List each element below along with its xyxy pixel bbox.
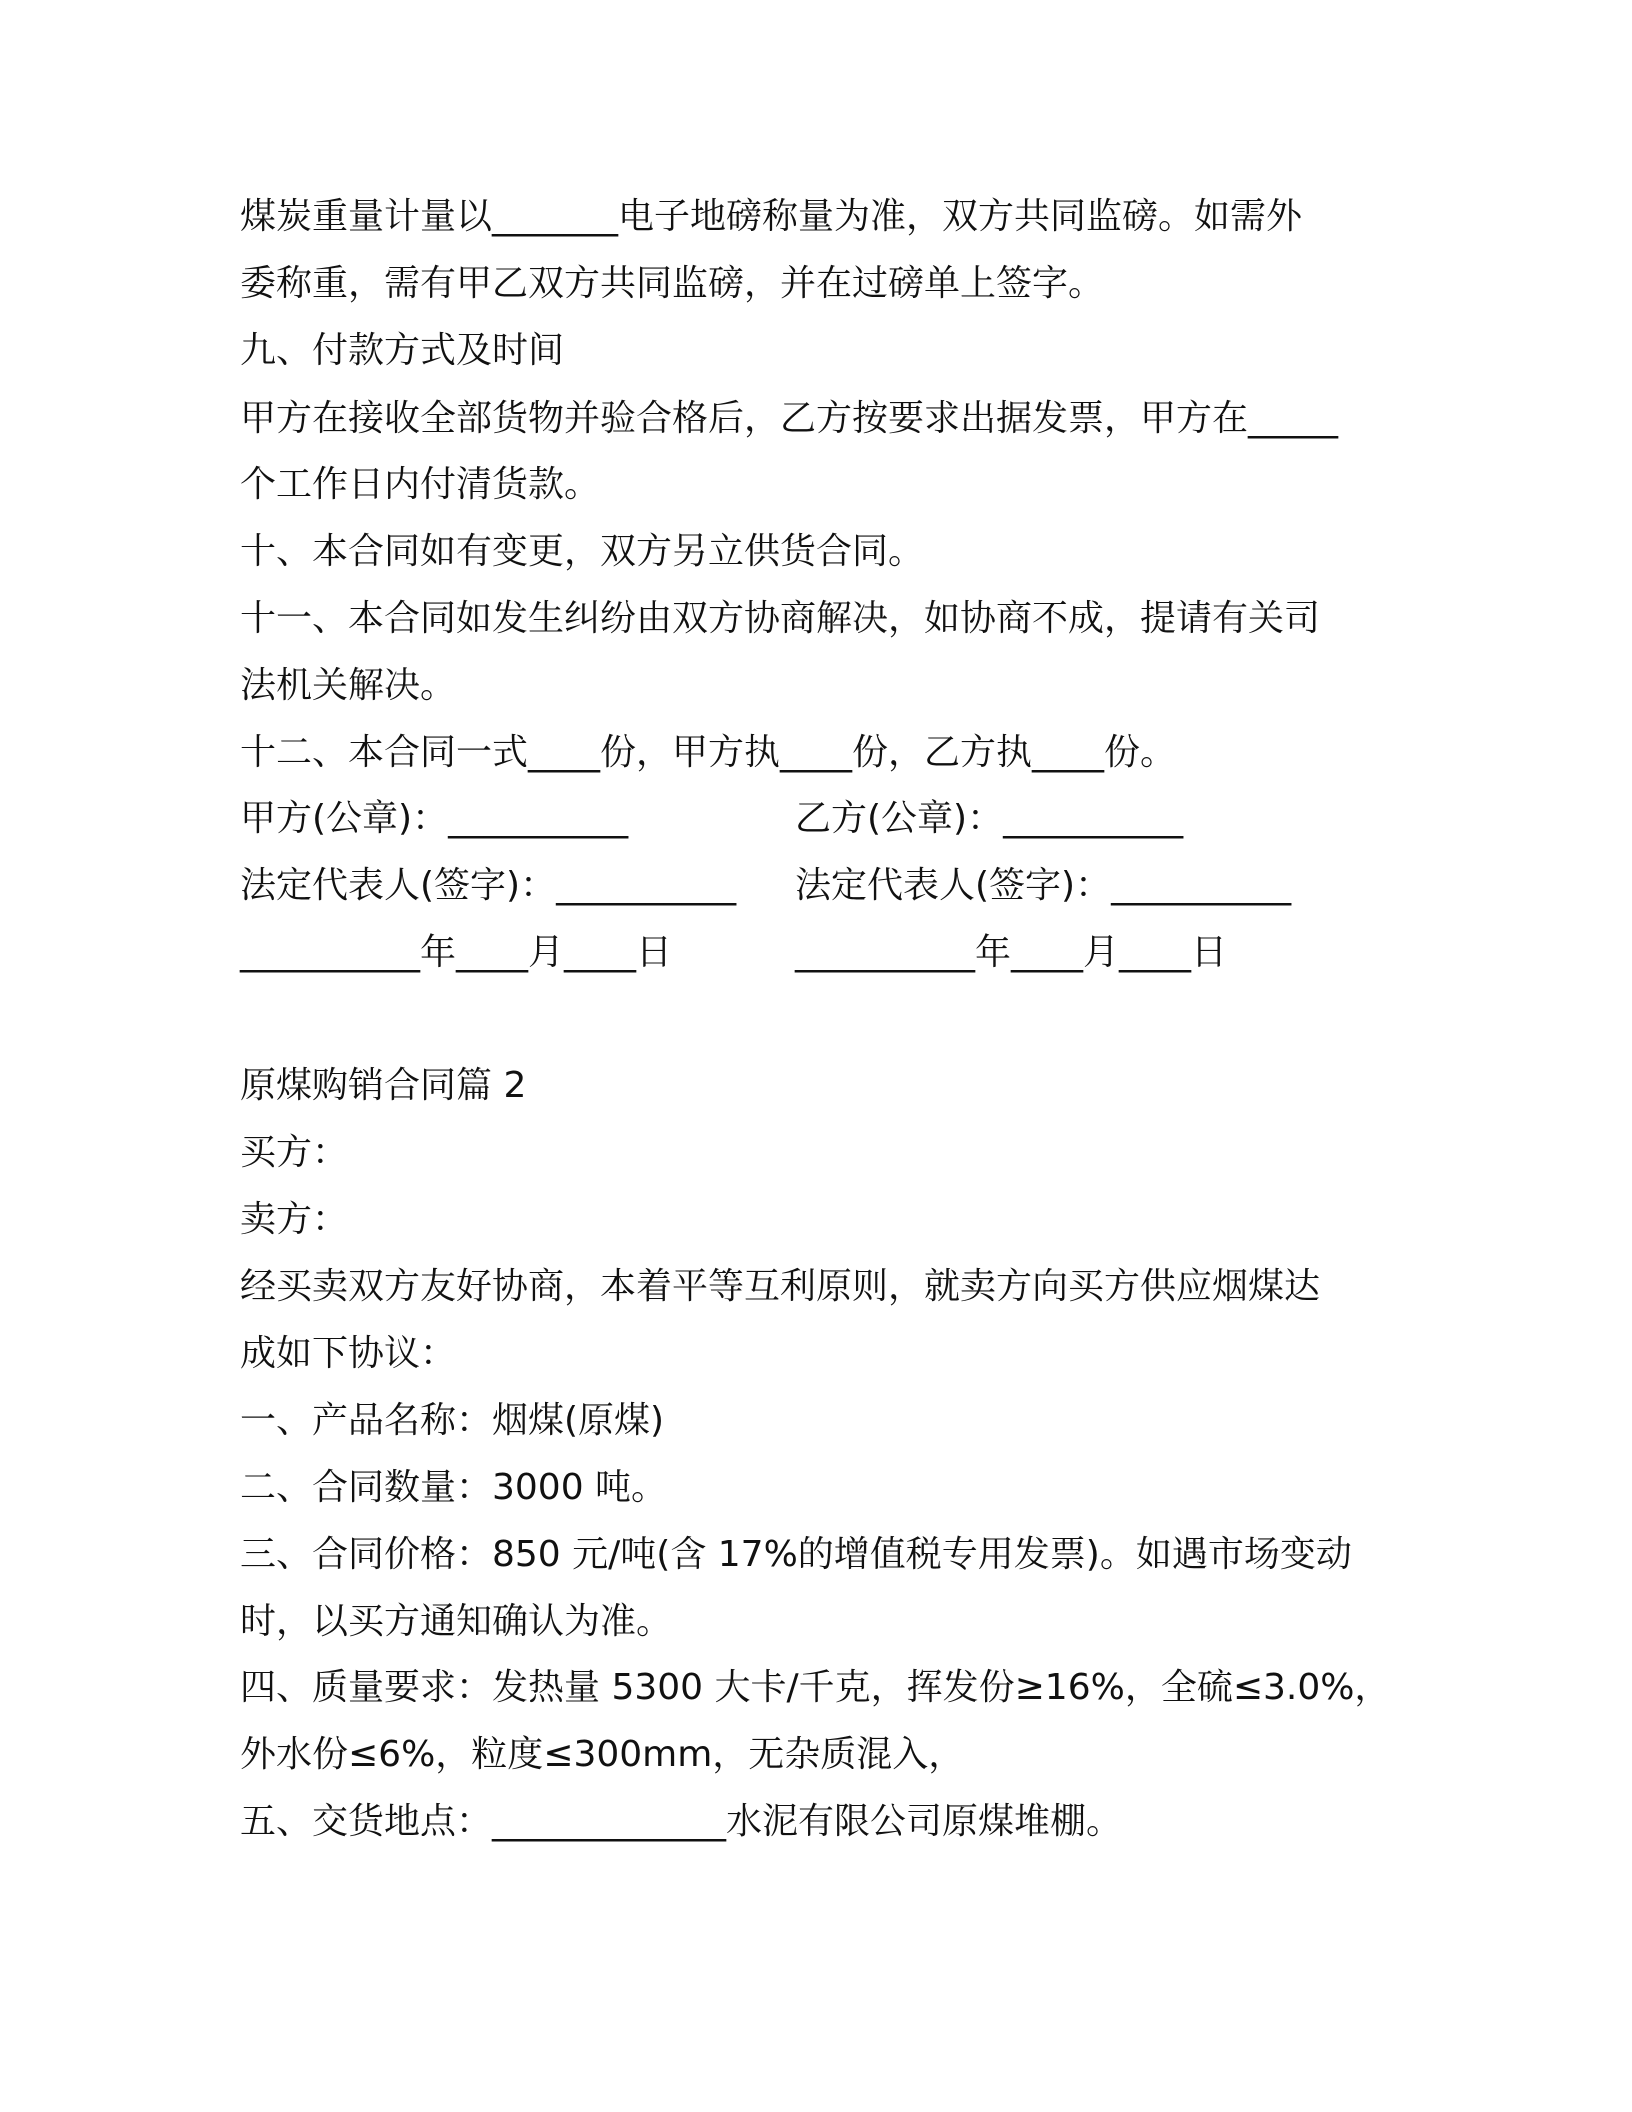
item-price-1: 三、合同价格：850 元/吨(含 17%的增值税专用发票)。如遇市场变动 — [240, 1534, 1352, 1575]
text-line-payment-1: 甲方在接收全部货物并验合格后，乙方按要求出据发票，甲方在_____ — [240, 398, 1339, 439]
party-b-representative: 法定代表人(签字)：__________ — [795, 865, 1292, 906]
item-delivery-location: 五、交货地点：_____________水泥有限公司原煤堆棚。 — [240, 1801, 1123, 1842]
clause-eleven-1: 十一、本合同如发生纠纷由双方协商解决，如协商不成，提请有关司 — [240, 598, 1321, 639]
text-line-weighing-1: 煤炭重量计量以_______电子地磅称量为准，双方共同监磅。如需外 — [240, 196, 1303, 237]
clause-ten: 十、本合同如有变更，双方另立供货合同。 — [240, 531, 925, 572]
intro-line-2: 成如下协议： — [240, 1333, 457, 1374]
clause-eleven-2: 法机关解决。 — [240, 665, 457, 706]
seller-label: 卖方： — [240, 1199, 349, 1240]
party-b-seal: 乙方(公章)：__________ — [795, 798, 1184, 839]
party-a-date: __________年____月____日 — [240, 932, 672, 973]
section2-title: 原煤购销合同篇 2 — [240, 1065, 527, 1106]
buyer-label: 买方： — [240, 1132, 349, 1173]
item-product-name: 一、产品名称：烟煤(原煤) — [240, 1400, 665, 1441]
item-quality-1: 四、质量要求：发热量 5300 大卡/千克，挥发份≥16%，全硫≤3.0%， — [240, 1667, 1391, 1708]
party-a-seal: 甲方(公章)：__________ — [240, 798, 629, 839]
item-quantity: 二、合同数量：3000 吨。 — [240, 1467, 668, 1508]
text-line-weighing-2: 委称重，需有甲乙双方共同监磅，并在过磅单上签字。 — [240, 263, 1105, 304]
section-heading-payment: 九、付款方式及时间 — [240, 330, 565, 371]
item-price-2: 时，以买方通知确认为准。 — [240, 1601, 673, 1642]
party-a-representative: 法定代表人(签字)：__________ — [240, 865, 737, 906]
intro-line-1: 经买卖双方友好协商，本着平等互利原则，就卖方向买方供应烟煤达 — [240, 1266, 1321, 1307]
party-b-date: __________年____月____日 — [795, 932, 1227, 973]
clause-twelve: 十二、本合同一式____份，甲方执____份，乙方执____份。 — [240, 732, 1177, 773]
text-line-payment-2: 个工作日内付清货款。 — [240, 464, 601, 505]
item-quality-2: 外水份≤6%，粒度≤300mm，无杂质混入， — [240, 1734, 965, 1775]
